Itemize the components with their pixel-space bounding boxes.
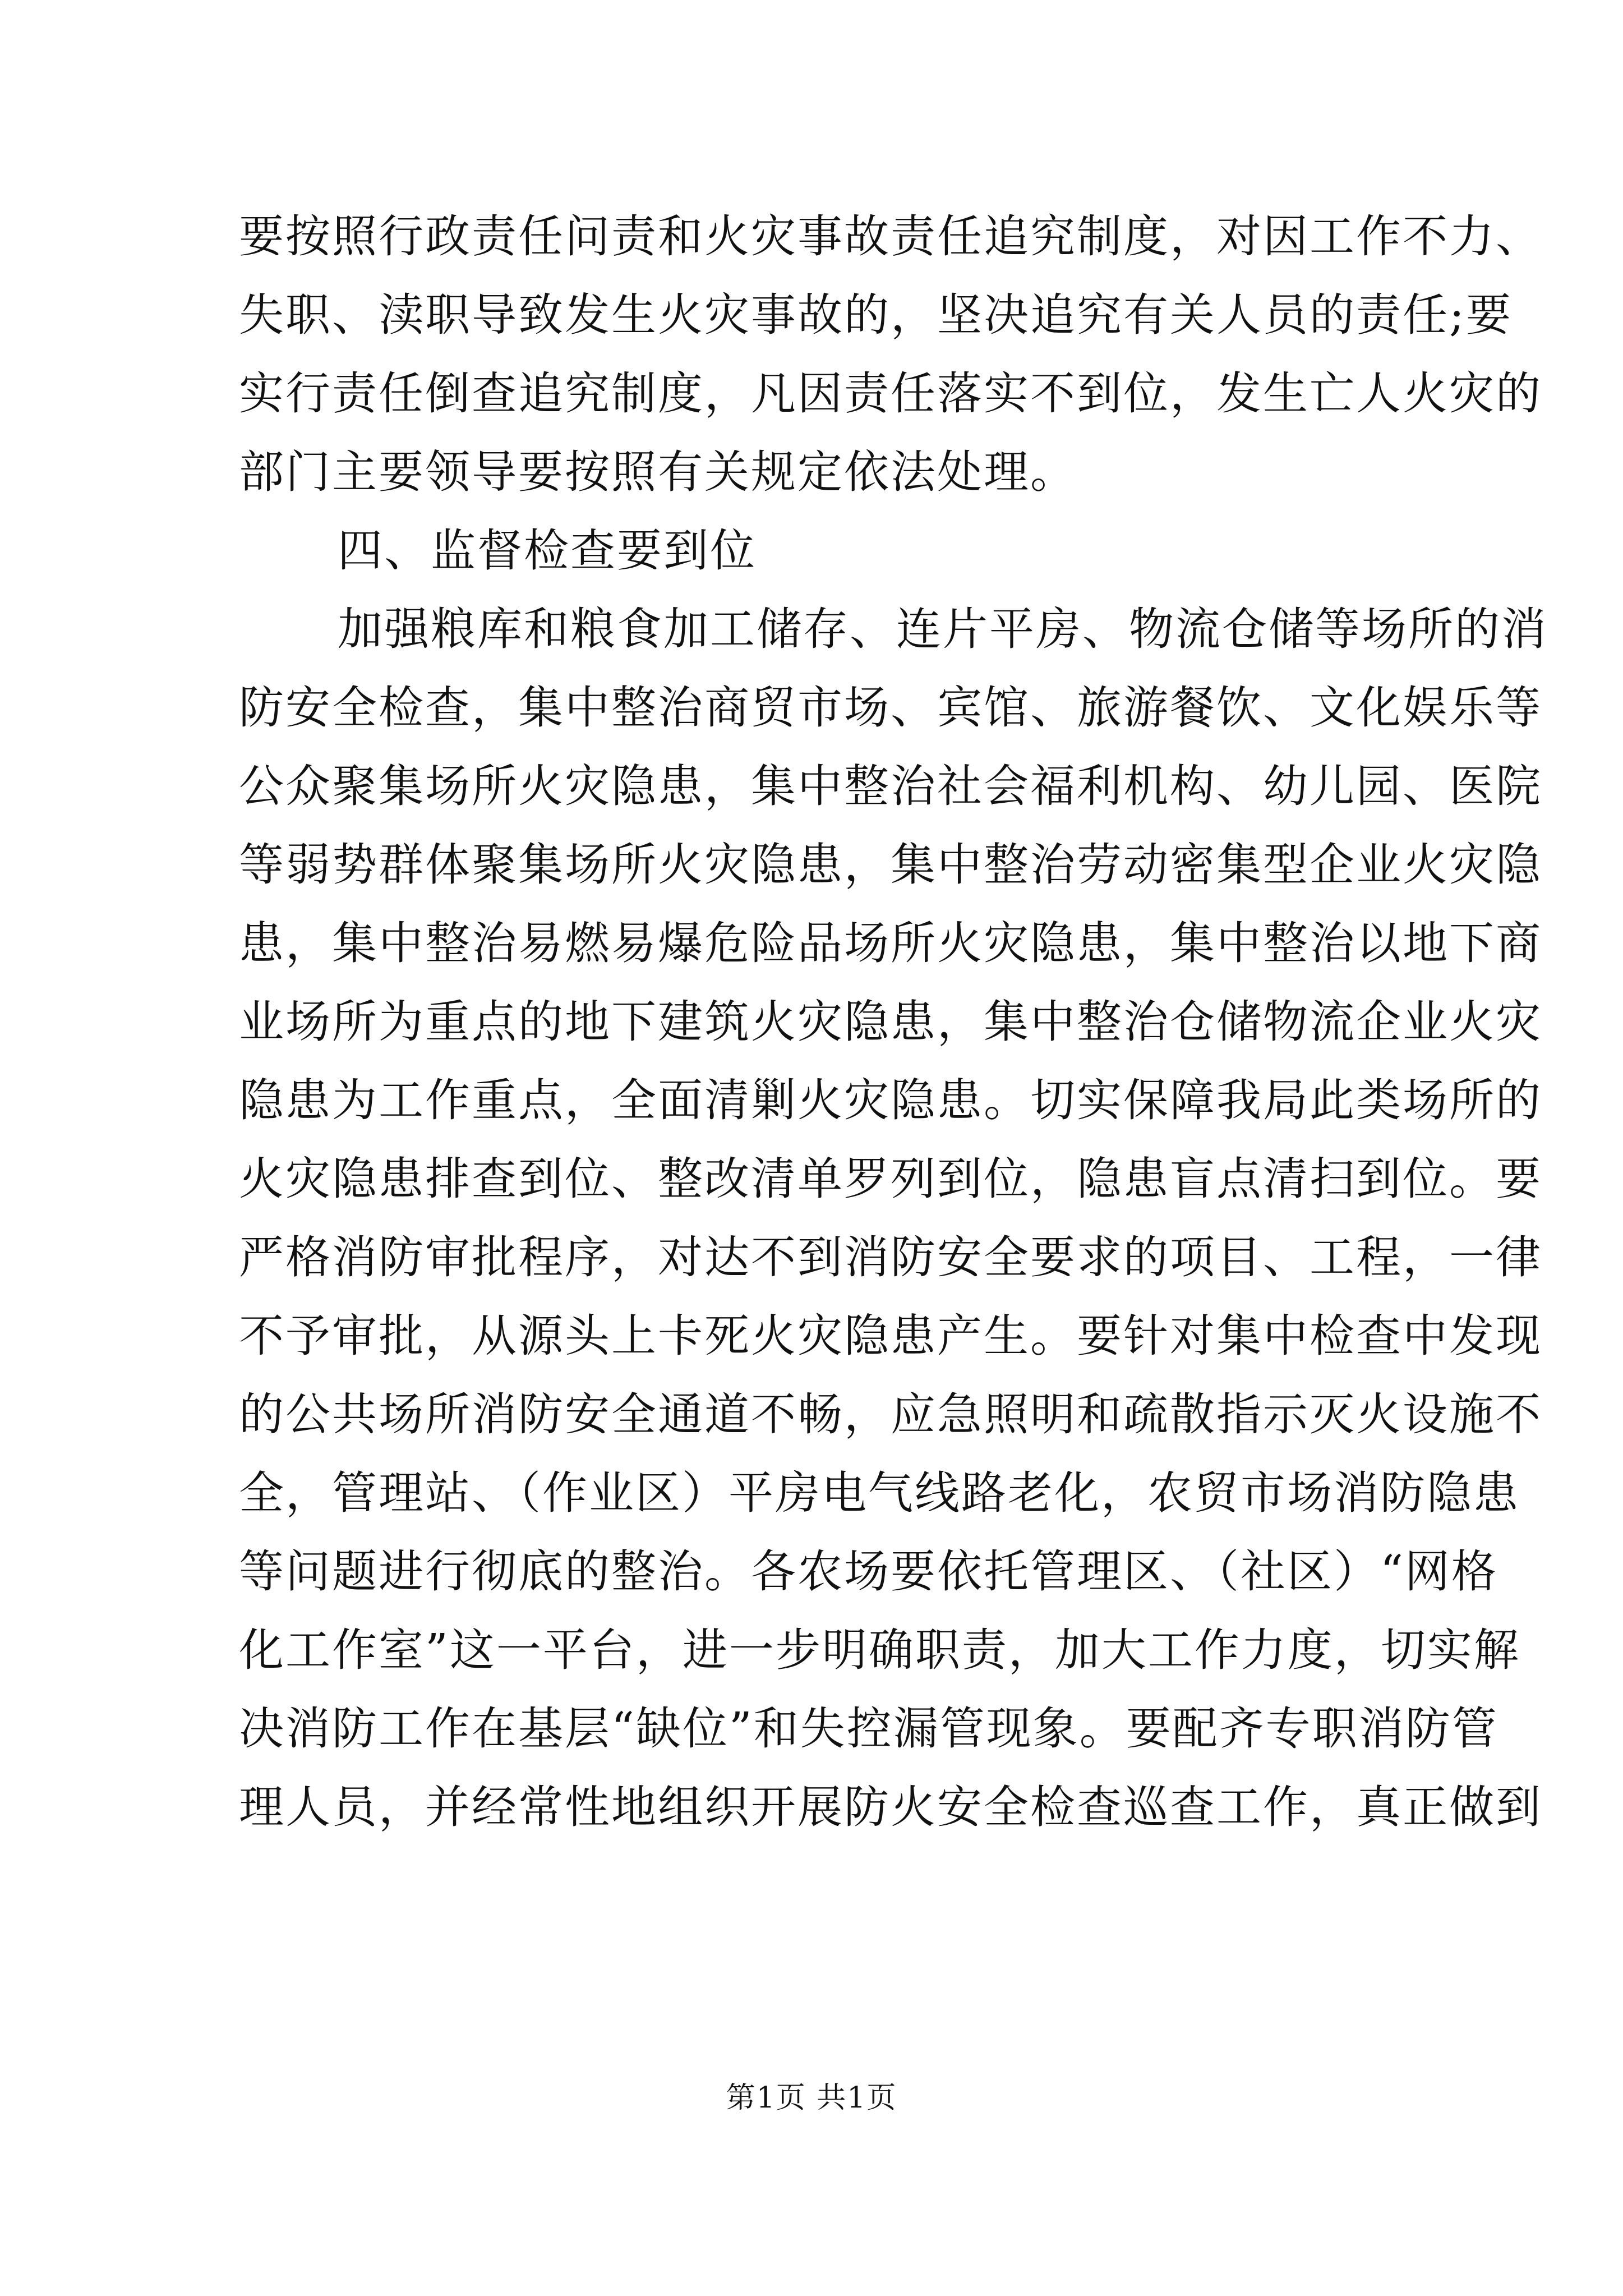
page-footer: 第1页 共1页 [726, 2081, 897, 2115]
paragraph-line: 严格消防审批程序，对达不到消防安全要求的项目、工程，一律 [239, 1231, 1542, 1283]
paragraph-line: 要按照行政责任问责和火灾事故责任追究制度，对因工作不力、 [239, 210, 1542, 263]
paragraph-line: 加强粮库和粮食加工储存、连片平房、物流仓储等场所的消 [338, 603, 1548, 655]
paragraph-line: 失职、渎职导致发生火灾事故的，坚决追究有关人员的责任;要 [239, 289, 1513, 341]
section-heading: 四、监督检查要到位 [338, 524, 757, 577]
paragraph-line: 患，集中整治易燃易爆危险品场所火灾隐患，集中整治以地下商 [239, 917, 1542, 969]
paragraph-line: 全，管理站、（作业区）平房电气线路老化，农贸市场消防隐患 [239, 1467, 1520, 1519]
paragraph-line: 业场所为重点的地下建筑火灾隐患，集中整治仓储物流企业火灾 [239, 996, 1542, 1048]
paragraph-line: 隐患为工作重点，全面清剿火灾隐患。切实保障我局此类场所的 [239, 1074, 1542, 1126]
paragraph-line: 防安全检查，集中整治商贸市场、宾馆、旅游餐饮、文化娱乐等 [239, 682, 1542, 734]
document-body [239, 197, 1548, 1847]
paragraph-line: 决消防工作在基层“缺位”和失控漏管现象。要配齐专职消防管 [239, 1703, 1498, 1755]
paragraph-line: 化工作室”这一平台，进一步明确职责，加大工作力度，切实解 [239, 1624, 1520, 1676]
paragraph-line: 的公共场所消防安全通道不畅，应急照明和疏散指示灭火设施不 [239, 1388, 1542, 1441]
paragraph-line: 不予审批，从源头上卡死火灾隐患产生。要针对集中检查中发现 [239, 1310, 1542, 1362]
paragraph-line: 等弱势群体聚集场所火灾隐患，集中整治劳动密集型企业火灾隐 [239, 839, 1542, 891]
paragraph-line: 等问题进行彻底的整治。各农场要依托管理区、（社区）“网格 [239, 1545, 1498, 1598]
paragraph-line: 理人员，并经常性地组织开展防火安全检查巡查工作，真正做到 [239, 1781, 1542, 1833]
paragraph-line: 实行责任倒查追究制度，凡因责任落实不到位，发生亡人火灾的 [239, 367, 1542, 420]
paragraph-line: 火灾隐患排查到位、整改清单罗列到位，隐患盲点清扫到位。要 [239, 1153, 1542, 1205]
paragraph-line: 公众聚集场所火灾隐患，集中整治社会福利机构、幼儿园、医院 [239, 760, 1542, 812]
paragraph-line: 部门主要领导要按照有关规定依法处理。 [239, 446, 1077, 498]
